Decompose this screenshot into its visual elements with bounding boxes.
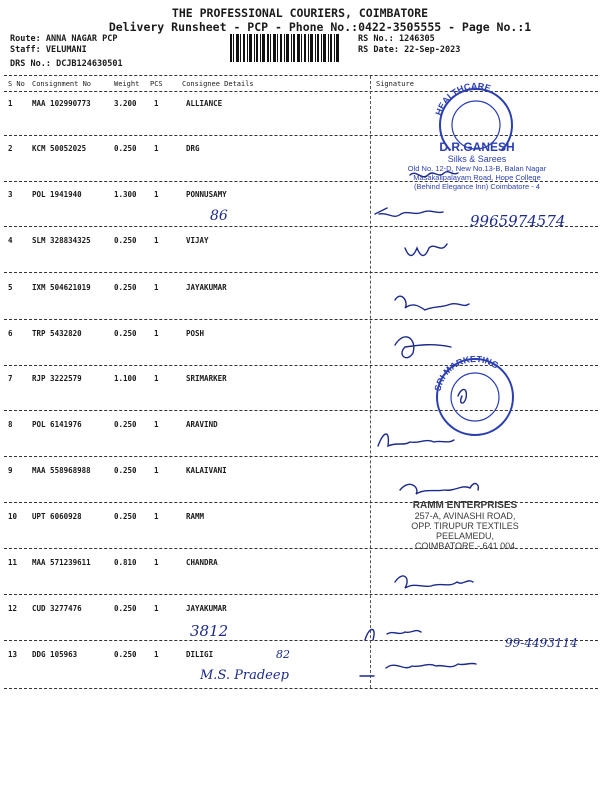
row-weight: 0.250 <box>114 420 137 429</box>
row-sno: 7 <box>8 374 13 383</box>
drg-stamp-line3: Masakalipalayam Road, Hope College <box>413 173 541 182</box>
sri-marketing-stamp-text: SRI MARKETING <box>432 356 501 393</box>
barcode <box>230 34 340 62</box>
row-consignment: POL 1941940 <box>32 190 82 199</box>
row-consignee: SRIMARKER <box>186 374 227 383</box>
row-consignee: JAYAKUMAR <box>186 283 227 292</box>
col-signature: Signature <box>376 80 414 88</box>
ramm-stamp-line1: RAMM ENTERPRISES <box>412 500 518 511</box>
ramm-stamp-line5: COIMBATORE - 641 004 <box>414 541 516 551</box>
drs-label: DRS No.: <box>10 59 51 69</box>
rs-date-line <box>358 45 460 55</box>
drg-stamp-name: D.R.GANESH <box>439 140 515 154</box>
drg-stamp-line1: Silks & Sarees <box>447 154 507 164</box>
row-divider <box>4 456 598 457</box>
row-pcs: 1 <box>154 236 159 245</box>
row-pcs: 1 <box>154 329 159 338</box>
rs-no-value: 1246305 <box>398 34 435 44</box>
row-pcs: 1 <box>154 558 159 567</box>
row-pcs: 1 <box>154 99 159 108</box>
table-row <box>0 554 600 595</box>
route-label: Route: <box>10 34 41 44</box>
rs-date-value: 22-Sep-2023 <box>404 45 461 55</box>
row-weight: 3.200 <box>114 99 137 108</box>
staff-line <box>10 45 87 55</box>
row-consignee: JAYAKUMAR <box>186 604 227 613</box>
row-weight: 1.300 <box>114 190 137 199</box>
row-consignment: UPT 6060928 <box>32 512 82 521</box>
route-value: ANNA NAGAR PCP <box>45 34 118 44</box>
row-sno: 10 <box>8 512 18 521</box>
row-weight: 0.250 <box>114 604 137 613</box>
row-consignment: MAA 102990773 <box>32 99 91 108</box>
row-consignee: PONNUSAMY <box>186 190 227 199</box>
ramm-stamp-line3: OPP. TIRUPUR TEXTILES <box>411 521 519 531</box>
row-consignment: MAA 558968988 <box>32 466 91 475</box>
row-weight: 0.250 <box>114 144 137 153</box>
row-divider <box>4 319 598 320</box>
staff-value: VELUMANI <box>45 45 87 55</box>
row-sno: 2 <box>8 144 13 153</box>
row-consignment: DDG 105963 <box>32 650 78 659</box>
row12-handwritten-phone: 99-4493114 <box>505 636 578 650</box>
row-consignee: CHANDRA <box>186 558 218 567</box>
row-consignee: RAMM <box>186 512 205 521</box>
col-consignee: Consignee Details <box>182 80 254 88</box>
row-sno: 6 <box>8 329 13 338</box>
row-consignee: POSH <box>186 329 205 338</box>
staff-label: Staff: <box>10 45 41 55</box>
ramm-stamp-line4: PEELAMEDU, <box>435 531 495 541</box>
row-consignment: RJP 3222579 <box>32 374 82 383</box>
row-weight: 0.250 <box>114 329 137 338</box>
row-weight: 0.250 <box>114 283 137 292</box>
document-subtitle: Delivery Runsheet - PCP - Phone No.:0422-3505555 - Page No.:1 <box>108 20 532 34</box>
row-pcs: 1 <box>154 650 159 659</box>
row-pcs: 1 <box>154 512 159 521</box>
row-pcs: 1 <box>154 466 159 475</box>
col-weight: Weight <box>114 80 140 88</box>
document-title: THE PROFESSIONAL COURIERS, COIMBATORE <box>171 6 429 20</box>
row-consignment: IXM 504621019 <box>32 283 91 292</box>
row-consignment: KCM 50052025 <box>32 144 87 153</box>
row-weight: 0.810 <box>114 558 137 567</box>
rs-no-label: RS No.: <box>358 34 394 44</box>
table-row <box>0 279 600 320</box>
row-sno: 1 <box>8 99 13 108</box>
ramm-stamp-line2: 257-A, AVINASHI ROAD, <box>414 511 516 521</box>
table-row <box>0 600 600 641</box>
col-pcs: PCS <box>150 80 163 88</box>
row-sno: 9 <box>8 466 13 475</box>
row-weight: 0.250 <box>114 236 137 245</box>
row-divider <box>4 688 598 689</box>
rs-no-line <box>358 34 435 44</box>
healthcare-stamp-text: HEALTHCARE <box>433 80 493 117</box>
row-divider <box>4 594 598 595</box>
row-pcs: 1 <box>154 144 159 153</box>
row-consignee: ALLIANCE <box>186 99 223 108</box>
row-sno: 11 <box>8 558 18 567</box>
row-sno: 4 <box>8 236 13 245</box>
col-consignment: Consignment No <box>32 80 92 88</box>
table-row <box>0 232 600 273</box>
row3-handwritten-phone: 9965974574 <box>470 212 566 230</box>
row-pcs: 1 <box>154 190 159 199</box>
drs-line <box>10 59 123 69</box>
row-pcs: 1 <box>154 283 159 292</box>
row-weight: 0.250 <box>114 512 137 521</box>
row-weight: 1.100 <box>114 374 137 383</box>
row-pcs: 1 <box>154 420 159 429</box>
row-consignee: ARAVIND <box>186 420 218 429</box>
row-consignment: CUD 3277476 <box>32 604 82 613</box>
row-divider <box>4 272 598 273</box>
row13-handwritten-note: 82 <box>276 648 290 661</box>
ramm-stamp <box>380 500 550 551</box>
row-pcs: 1 <box>154 374 159 383</box>
row-weight: 0.250 <box>114 650 137 659</box>
row-pcs: 1 <box>154 604 159 613</box>
drs-value: DCJB124630501 <box>56 59 123 69</box>
row-consignment: POL 6141976 <box>32 420 82 429</box>
row-sno: 3 <box>8 190 13 199</box>
row-consignee: VIJAY <box>186 236 209 245</box>
row-sno: 5 <box>8 283 13 292</box>
drg-stamp-line4: (Behind Elegance Inn) Coimbatore - 4 <box>414 182 540 191</box>
col-sno: S No <box>8 80 25 88</box>
row-consignee: KALAIVANI <box>186 466 227 475</box>
row-consignment: MAA 571239611 <box>32 558 91 567</box>
drg-stamp <box>392 140 562 191</box>
row-consignee: DRG <box>186 144 200 153</box>
row-sno: 8 <box>8 420 13 429</box>
row-sno: 13 <box>8 650 18 659</box>
table-row <box>0 462 600 503</box>
row-sno: 12 <box>8 604 18 613</box>
row-consignee: DILIGI <box>186 650 214 659</box>
row3-handwritten-note: 86 <box>210 208 228 224</box>
row-consignment: TRP 5432820 <box>32 329 82 338</box>
row-consignment: SLM 328834325 <box>32 236 91 245</box>
route-line <box>10 34 118 44</box>
table-row <box>0 646 600 687</box>
row12-handwritten-note: 3812 <box>190 622 229 640</box>
svg-text:HEALTHCARE <box>433 81 492 117</box>
drg-stamp-line2: Old No. 12-D, New No.13-B, Balan Nagar <box>407 164 547 173</box>
row-weight: 0.250 <box>114 466 137 475</box>
rs-date-label: RS Date: <box>358 45 399 55</box>
row13-handwritten-name: M.S. Pradeep <box>200 668 289 683</box>
sri-marketing-stamp <box>430 356 520 438</box>
table-top-rule <box>4 75 598 76</box>
